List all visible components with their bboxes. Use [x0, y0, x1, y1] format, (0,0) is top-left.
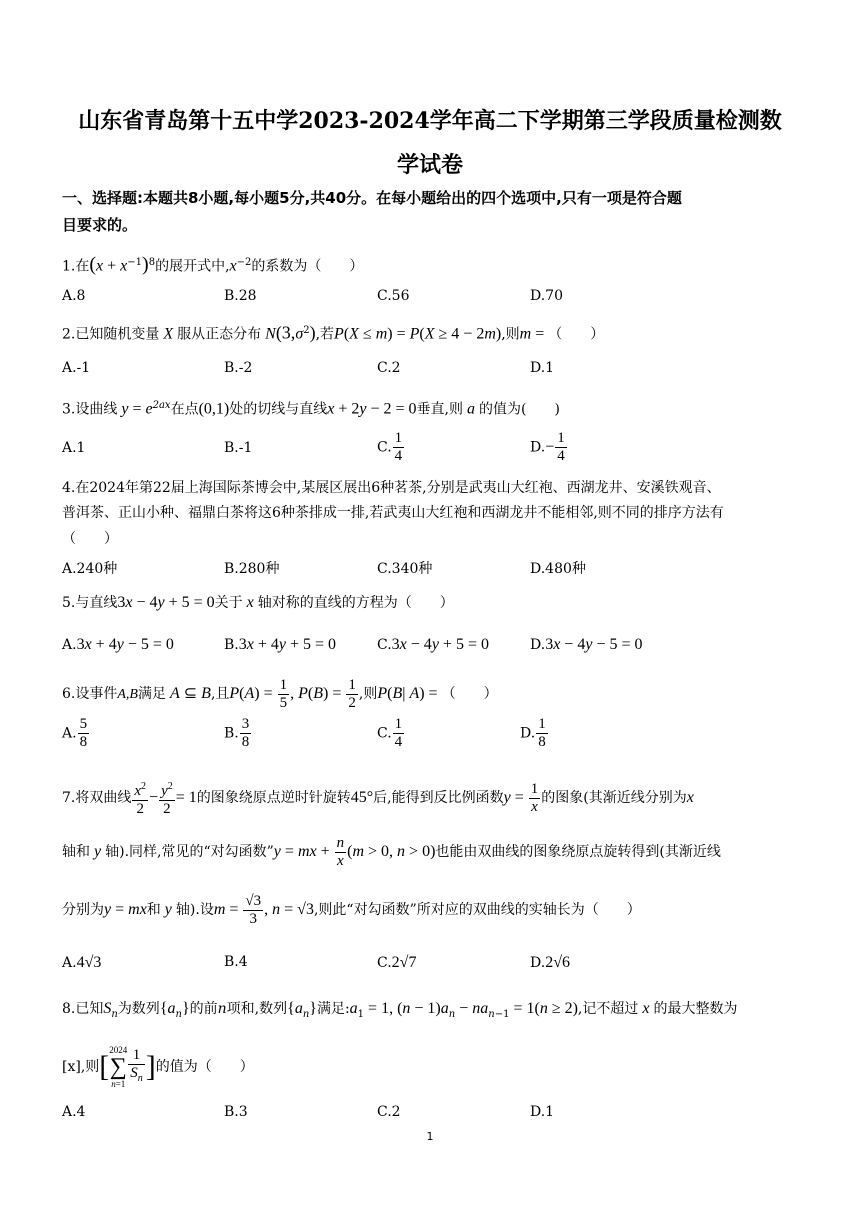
q6-option-c[interactable]: C. $\frac{1}{4}$: [377, 716, 403, 750]
q5-option-a[interactable]: A.3x + 4y − 5 = 0: [62, 636, 174, 653]
q1-prefix: 1.在: [62, 258, 90, 275]
q4-option-d[interactable]: D.480种: [530, 561, 586, 577]
q7-option-c[interactable]: C.2√7: [377, 954, 417, 971]
q3-option-c[interactable]: C. $\frac{1}{4}$: [377, 430, 403, 464]
q6-suffix: ,则: [358, 686, 378, 702]
question-7-line-2: 轴和 y 轴).同样,常见的“对勾函数”y = mx + $\frac{n}{x}$ (m > 0, n > 0)也能由双曲线的图象绕原点旋转得到(其渐近线: [62, 834, 721, 869]
q2-option-c[interactable]: C.2: [377, 360, 401, 376]
q2-option-b[interactable]: B.-2: [224, 360, 253, 376]
q6-option-d[interactable]: D. $\frac{1}{8}$: [520, 716, 546, 750]
q2-prefix: 2.已知随机变量: [62, 326, 160, 343]
q7-options: [62, 954, 802, 978]
section-heading-line-1: 一、选择题:本题共8小题,每小题5分,共40分。在每小题给出的四个选项中,只有一项是符合题: [62, 189, 682, 207]
q2-options: [62, 360, 802, 384]
q3-prefix: 3.设曲线: [62, 401, 118, 418]
q8-option-a[interactable]: A.4: [62, 1104, 86, 1120]
question-3: 3.设曲线 $y = e^{2ax}$在点(0,1)处的切线与直线x + 2y − 2 = 0垂直,则 a 的值为( ): [62, 400, 560, 418]
q5-option-b[interactable]: B.3x + 4y + 5 = 0: [224, 636, 337, 653]
q6-events: A,B: [117, 687, 138, 702]
q6-option-a[interactable]: A. $\frac{5}{8}$: [62, 716, 88, 750]
page-number: 1: [426, 1130, 434, 1143]
q8-option-d[interactable]: D.1: [530, 1104, 555, 1120]
q3-mid3: 垂直,则: [416, 401, 463, 418]
q4-option-a[interactable]: A.240种: [62, 561, 118, 577]
q8-options: [62, 1104, 802, 1128]
question-4-line-1: 4.在2024年第22届上海国际茶博会中,某展区展出6种茗茶,分别是武夷山大红袍、西湖龙井、安溪铁观音、: [62, 480, 721, 496]
q8-option-b[interactable]: B.3: [224, 1104, 248, 1120]
q2-mid2: ,若: [315, 326, 335, 343]
q1-option-a[interactable]: A.8: [62, 288, 86, 304]
question-4-line-3: （ ）: [62, 531, 118, 547]
q2-option-d[interactable]: D.1: [530, 360, 555, 376]
title-line-1: 山东省青岛第十五中学2023-2024学年高二下学期第三学段质量检测数: [78, 108, 782, 134]
q5-option-c[interactable]: C.3x − 4y + 5 = 0: [377, 636, 489, 653]
q6-option-b[interactable]: B. $\frac{3}{8}$: [224, 716, 250, 750]
q5-prefix: 5.与直线: [62, 595, 118, 611]
q7-option-b[interactable]: B.4: [224, 954, 248, 970]
q3-mid1: 在点: [170, 401, 199, 418]
q2-option-a[interactable]: A.-1: [62, 360, 91, 376]
title-line-2: 学试卷: [396, 152, 463, 178]
q7-option-d[interactable]: D.2√6: [530, 954, 570, 971]
q7-option-a[interactable]: A.4√3: [62, 954, 102, 971]
q6-mid2: ,且: [210, 686, 230, 702]
q1-suffix: 的系数为（ ）: [251, 258, 364, 275]
question-1: 1.在$(x + x^{-1})^8$的展开式中$,x^{-2}$的系数为（ ）: [62, 253, 364, 276]
question-7-line-1: 7.将双曲线 $\frac{x^2}{2}$ − $\frac{y^2}{2}$ = 1的图象绕原点逆时针旋转45°后,能得到反比例函数y = $\frac{1}{x}$ 的图象(其渐近线分别为x: [62, 778, 802, 818]
section-heading-line-2: 目要求的。: [62, 216, 138, 234]
question-4-line-2: 普洱茶、正山小种、福鼎白茶将这6种茶排成一排,若武夷山大红袍和西湖龙井不能相邻,则不同的排序方法有: [62, 505, 724, 521]
question-5: 5.与直线3x − 4y + 5 = 0关于 x 轴对称的直线的方程为（ ）: [62, 594, 454, 611]
question-8-line-1: 8.已知$S_n$为数列$\{a_n\}$的前n项和,数列$\{a_n\}$满足$:a_1 = 1$, $(n - 1)a_n - na_{n-1} = 1(n \ge 2)$,记不超过 x 的最大整数为: [62, 1000, 738, 1020]
q1-option-c[interactable]: C.56: [377, 288, 410, 304]
q8-option-c[interactable]: C.2: [377, 1104, 401, 1120]
q1-options: [62, 288, 802, 312]
q5-option-d[interactable]: D.3x − 4y − 5 = 0: [530, 636, 643, 653]
q6-mid: 满足: [137, 686, 166, 702]
q2-suffix: ,则: [501, 326, 520, 343]
q5-options: [62, 636, 802, 660]
q5-suffix: 轴对称的直线的方程为（ ）: [257, 595, 454, 611]
question-6: 6.设事件A,B满足 A ⊆ B,且P(A) = $\frac{1}{5}$ , P(B) = $\frac{1}{2}$ ,则P(B| A) = （ ）: [62, 676, 498, 711]
q6-end: （ ）: [441, 686, 498, 702]
q3-option-a[interactable]: A.1: [62, 440, 86, 456]
q2-end: （ ）: [548, 326, 605, 343]
q6-prefix: 6.设事件: [62, 686, 118, 702]
q4-option-b[interactable]: B.280种: [224, 561, 280, 577]
q1-option-b[interactable]: B.28: [224, 288, 257, 304]
q3-option-b[interactable]: B.-1: [224, 440, 253, 456]
q3-options: [62, 430, 802, 470]
q2-mid1: 服从正态分布: [177, 326, 262, 343]
question-2: 2.已知随机变量 X 服从正态分布 $N(3,\sigma^2)$,若P(X ≤ m) = P(X ≥ 4 − 2m),则m = （ ）: [62, 322, 605, 343]
q1-option-d[interactable]: D.70: [530, 288, 563, 304]
q4-option-c[interactable]: C.340种: [377, 561, 433, 577]
q4-options: [62, 558, 802, 582]
q3-suffix: 的值为( ): [478, 401, 560, 418]
question-7-line-3: 分别为y = mx和 y 轴).设m = $\frac{√3}{3}$ , n = √3,则此“对勾函数”所对应的双曲线的实轴长为（ ）: [62, 892, 641, 927]
q3-mid2: 处的切线与直线: [229, 401, 328, 418]
question-8-line-2: [x],则[ 2024 ∑ n=1 $\frac{1}{S_n}$ ]的值为（ ）: [62, 1045, 254, 1089]
q1-mid: 的展开式中,: [155, 258, 230, 275]
q3-option-d[interactable]: D.− $\frac{1}{4}$: [530, 430, 565, 464]
q5-mid: 关于: [214, 595, 243, 611]
q6-options: [62, 716, 802, 760]
